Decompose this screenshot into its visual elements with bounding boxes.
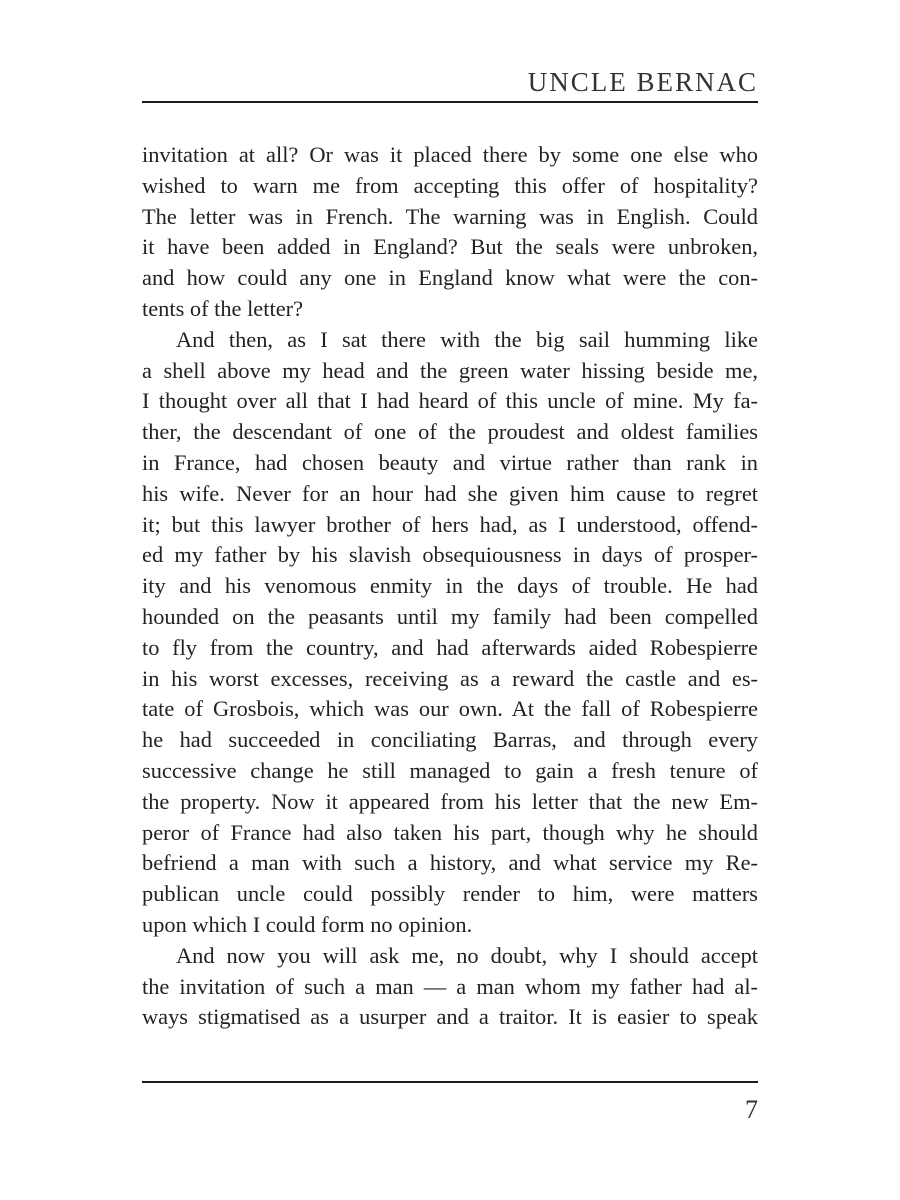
text-line: peror of France had also taken his part, though why he should <box>142 819 758 845</box>
text-line: befriend a man with such a history, and what service my Re- <box>142 850 758 876</box>
text-line: The letter was in French. The warning was in English. Could <box>142 203 758 229</box>
text-line: tents of the letter? <box>142 295 304 321</box>
text-line: it; but this lawyer brother of hers had, as I understood, offend- <box>142 511 758 537</box>
text-line: a shell above my head and the green water hissing beside me, <box>142 357 758 383</box>
running-head-title: UNCLE BERNAC <box>527 67 758 97</box>
text-line: successive change he still managed to gain a fresh tenure of <box>142 757 758 783</box>
page-number: 7 <box>745 1095 758 1124</box>
header-rule <box>142 101 758 103</box>
text-line: in France, had chosen beauty and virtue rather than rank in <box>142 449 758 475</box>
text-line: tate of Grosbois, which was our own. At the fall of Robespierre <box>142 696 758 722</box>
text-line: ways stigmatised as a usurper and a traitor. It is easier to speak <box>142 1004 758 1030</box>
text-line: ed my father by his slavish obsequiousness in days of prosper- <box>142 542 758 568</box>
text-line: he had succeeded in conciliating Barras, and through every <box>142 727 758 753</box>
paragraph <box>142 325 758 941</box>
text-line: upon which I could form no opinion. <box>142 911 473 937</box>
text-line: and how could any one in England know what were the con- <box>142 265 758 291</box>
text-line: publican uncle could possibly render to him, were matters <box>142 881 758 907</box>
paragraph <box>142 941 758 1033</box>
text-line: the invitation of such a man — a man whom my father had al- <box>142 973 758 999</box>
text-line: in his worst excesses, receiving as a reward the castle and es- <box>142 665 758 691</box>
text-line: the property. Now it appeared from his letter that the new Em- <box>142 788 758 814</box>
body-text <box>142 140 758 1033</box>
text-line: wished to warn me from accepting this offer of hospitality? <box>142 172 758 198</box>
text-line: invitation at all? Or was it placed there by some one else who <box>142 142 758 167</box>
text-line: ity and his venomous enmity in the days of trouble. He had <box>142 573 758 599</box>
text-line: his wife. Never for an hour had she given him cause to regret <box>142 480 758 506</box>
text-line: it have been added in England? But the seals were unbroken, <box>142 234 758 260</box>
text-line: And then, as I sat there with the big sail humming like <box>176 326 758 352</box>
footer-rule <box>142 1081 758 1083</box>
text-line: I thought over all that I had heard of this uncle of mine. My fa- <box>142 388 758 414</box>
text-line: hounded on the peasants until my family had been compelled <box>142 603 758 629</box>
paragraph <box>142 140 758 325</box>
text-line: ther, the descendant of one of the proudest and oldest families <box>142 419 758 445</box>
text-line: to fly from the country, and had afterwards aided Robespierre <box>142 634 758 660</box>
text-line: And now you will ask me, no doubt, why I should accept <box>176 942 758 968</box>
